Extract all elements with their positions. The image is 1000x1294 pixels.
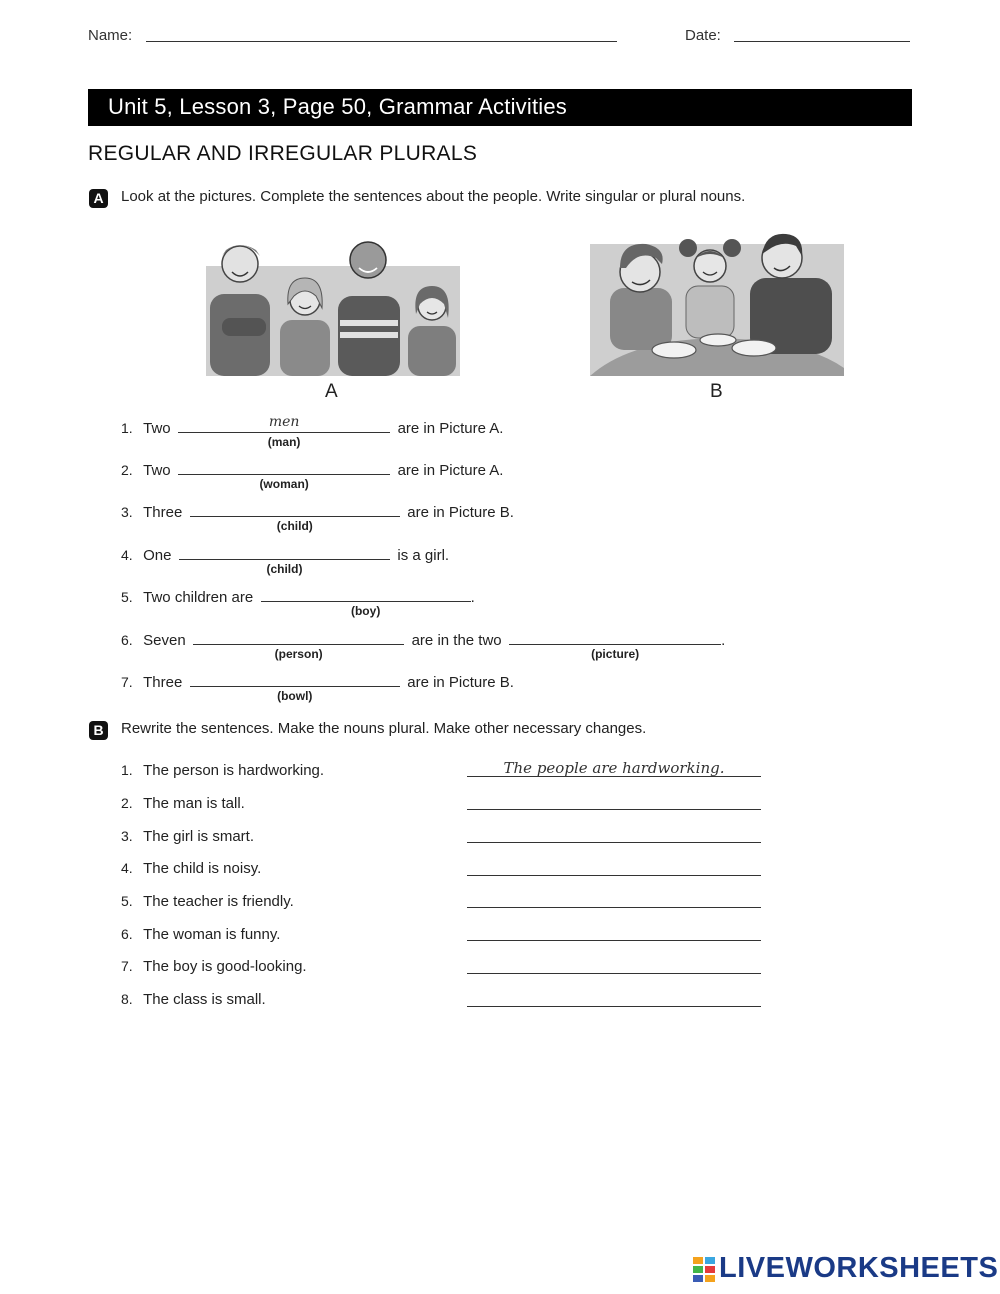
exercise-a-item-3 bbox=[121, 502, 514, 533]
exercise-a-item-5 bbox=[121, 587, 475, 618]
item-text-before: Two bbox=[143, 462, 171, 479]
item-number: 3. bbox=[121, 504, 133, 520]
rewrite-answer-1: The people are hardworking. bbox=[503, 759, 725, 777]
section-a-instruction: Look at the pictures. Complete the sentences about the people. Write singular or plural nouns. bbox=[121, 188, 746, 205]
rewrite-line-4[interactable] bbox=[467, 875, 761, 876]
exercise-b-item-8 bbox=[121, 991, 266, 1009]
item-text-before: Three bbox=[143, 504, 183, 521]
item-sentence: The man is tall. bbox=[143, 795, 245, 812]
answer-blank[interactable] bbox=[178, 460, 390, 491]
logo-blocks-icon bbox=[693, 1257, 715, 1281]
item-number: 8. bbox=[121, 991, 133, 1007]
item-number: 1. bbox=[121, 762, 133, 778]
name-field[interactable] bbox=[146, 41, 617, 42]
title-bar bbox=[88, 89, 912, 126]
date-field[interactable] bbox=[734, 41, 910, 42]
item-sentence: The boy is good-looking. bbox=[143, 958, 307, 975]
exercise-b-item-5 bbox=[121, 893, 294, 911]
exercise-a-item-4 bbox=[121, 545, 450, 576]
item-sentence: The class is small. bbox=[143, 991, 266, 1008]
item-text-before: Two children are bbox=[143, 589, 254, 606]
item-text-before: Seven bbox=[143, 632, 186, 649]
item-text-before: Three bbox=[143, 674, 183, 691]
exercise-b-item-7 bbox=[121, 958, 307, 976]
answer-blank-2[interactable] bbox=[509, 630, 721, 661]
item-text-after: are in Picture A. bbox=[397, 420, 504, 437]
item-sentence: The teacher is friendly. bbox=[143, 893, 294, 910]
page-title: Unit 5, Lesson 3, Page 50, Grammar Activities bbox=[108, 94, 567, 119]
answer-blank[interactable] bbox=[261, 587, 471, 618]
exercise-b-item-2 bbox=[121, 795, 245, 813]
exercise-b-item-4 bbox=[121, 860, 261, 878]
exercise-b-item-1 bbox=[121, 762, 324, 780]
rewrite-line-2[interactable] bbox=[467, 809, 761, 810]
item-number: 6. bbox=[121, 926, 133, 942]
logo-text: LIVEWORKSHEETS bbox=[719, 1252, 999, 1284]
item-text-middle: are in the two bbox=[411, 632, 502, 649]
answer-blank[interactable] bbox=[193, 630, 404, 661]
exercise-b-item-3 bbox=[121, 828, 254, 846]
date-label: Date: bbox=[685, 27, 721, 44]
item-text-before: One bbox=[143, 547, 172, 564]
answer-text: men bbox=[268, 414, 300, 430]
item-text-before: Two bbox=[143, 420, 171, 437]
item-text-after: is a girl. bbox=[397, 547, 450, 564]
item-sentence: The girl is smart. bbox=[143, 828, 254, 845]
rewrite-line-3[interactable] bbox=[467, 842, 761, 843]
section-b-badge: B bbox=[89, 721, 108, 740]
liveworksheets-logo bbox=[693, 1252, 999, 1284]
answer-blank[interactable] bbox=[179, 545, 390, 576]
rewrite-line-6[interactable] bbox=[467, 940, 761, 941]
item-sentence: The child is noisy. bbox=[143, 860, 262, 877]
answer-blank[interactable] bbox=[190, 502, 400, 533]
item-text-after: . bbox=[470, 589, 475, 606]
name-label: Name: bbox=[88, 27, 133, 44]
item-number: 1. bbox=[121, 420, 133, 436]
rewrite-line-5[interactable] bbox=[467, 907, 761, 908]
exercise-a-item-6 bbox=[121, 630, 726, 661]
item-text-after: are in Picture A. bbox=[397, 462, 504, 479]
word-hint: (woman) bbox=[259, 477, 309, 491]
item-text-after: are in Picture B. bbox=[407, 674, 514, 691]
exercise-a-item-2 bbox=[121, 460, 504, 491]
word-hint: (boy) bbox=[350, 604, 381, 618]
item-number: 4. bbox=[121, 547, 133, 563]
item-number: 5. bbox=[121, 589, 133, 605]
item-sentence: The person is hardworking. bbox=[143, 762, 325, 779]
word-hint-2: (picture) bbox=[591, 647, 640, 661]
item-number: 2. bbox=[121, 795, 133, 811]
item-number: 5. bbox=[121, 893, 133, 909]
picture-b-label: B bbox=[710, 381, 723, 402]
exercise-a-item-1 bbox=[121, 414, 504, 449]
word-hint: (bowl) bbox=[277, 689, 313, 703]
rewrite-line-7[interactable] bbox=[467, 973, 761, 974]
item-number: 4. bbox=[121, 860, 133, 876]
section-heading: REGULAR AND IRREGULAR PLURALS bbox=[88, 142, 478, 165]
picture-b-children-illustration bbox=[590, 228, 844, 376]
word-hint: (child) bbox=[276, 519, 313, 533]
word-hint: (person) bbox=[274, 647, 323, 661]
word-hint: (man) bbox=[267, 435, 301, 449]
item-number: 7. bbox=[121, 958, 133, 974]
picture-a-label: A bbox=[325, 381, 338, 402]
section-b-instruction: Rewrite the sentences. Make the nouns plural. Make other necessary changes. bbox=[121, 720, 647, 737]
section-a-badge: A bbox=[89, 189, 108, 208]
item-number: 6. bbox=[121, 632, 133, 648]
item-text-after: . bbox=[721, 632, 726, 649]
item-number: 2. bbox=[121, 462, 133, 478]
item-number: 7. bbox=[121, 674, 133, 690]
item-text-after: are in Picture B. bbox=[407, 504, 514, 521]
item-number: 3. bbox=[121, 828, 133, 844]
exercise-a-item-7 bbox=[121, 672, 514, 703]
item-sentence: The woman is funny. bbox=[143, 926, 281, 943]
rewrite-line-8[interactable] bbox=[467, 1006, 761, 1007]
word-hint: (child) bbox=[266, 562, 303, 576]
picture-a-family-illustration bbox=[206, 234, 460, 376]
answer-blank[interactable] bbox=[190, 672, 400, 703]
exercise-b-item-6 bbox=[121, 926, 280, 944]
answer-blank[interactable] bbox=[178, 414, 390, 449]
